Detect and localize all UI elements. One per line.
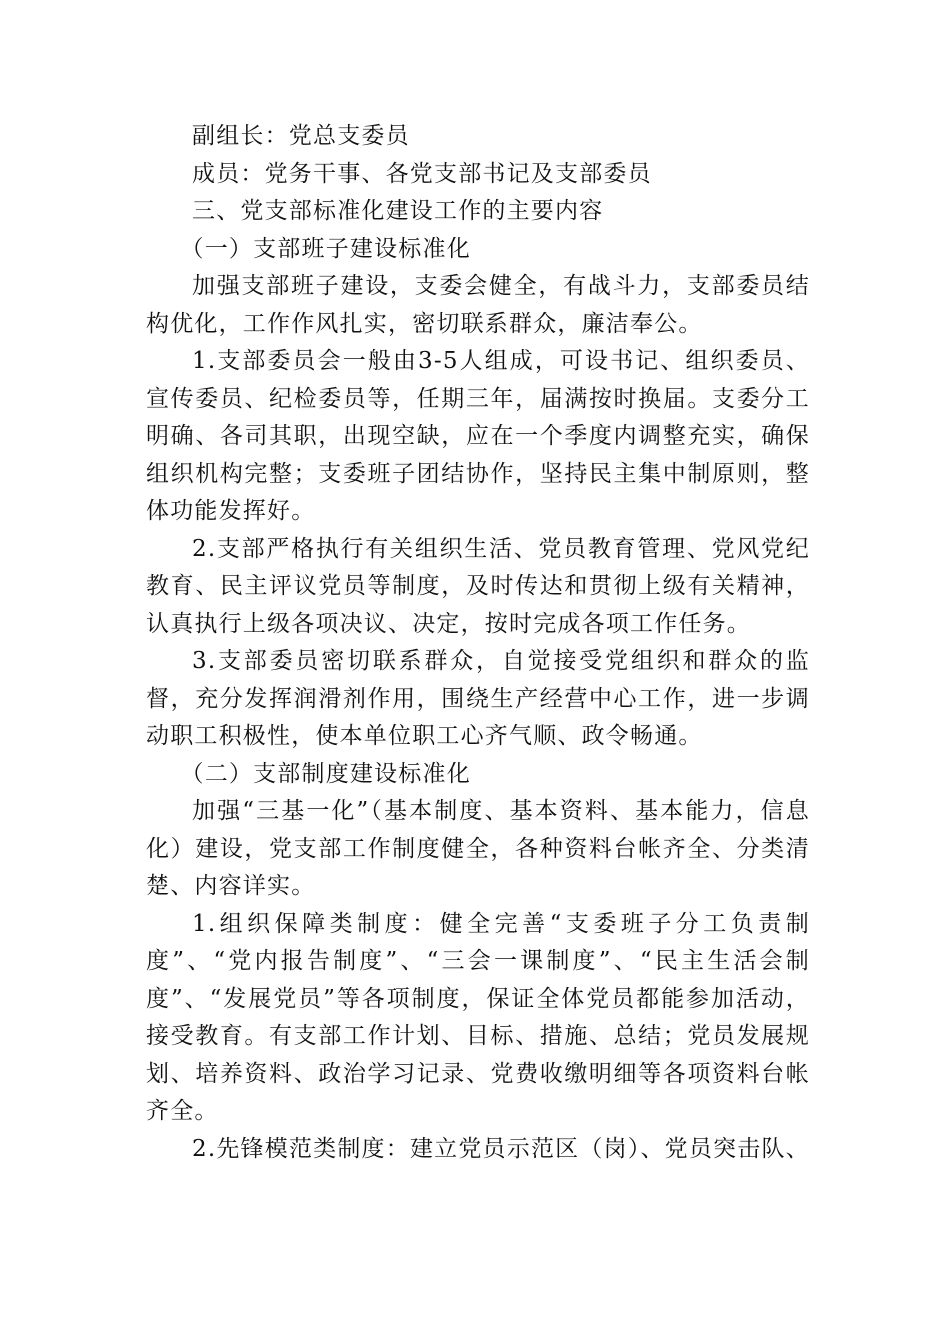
document-page — [146, 118, 810, 1168]
paragraph-item-2-vanguard-model: 2.先锋模范类制度：建立党员示范区（岗）、党员突击队、 — [192, 1135, 810, 1162]
paragraph-deputy-leader: 副组长：党总支委员 — [192, 123, 410, 149]
paragraph-item-1-organization-guarantee: 1.组织保障类制度：健全完善“支委班子分工负责制度”、“党内报告制度”、“三会一课制度”、“民主生活会制度”、“发展党员”等各项制度，保证全体党员都能参加活动，接受教育。有支部工作计划、目标、措施、总结；党员发展规划、培养资料、政治学习记录、党费收缴明细等各项资料台帐齐全。 — [146, 910, 810, 1124]
subsection-heading-system-building: （二）支部制度建设标准化 — [180, 760, 471, 787]
subsection-heading-team-building: （一）支部班子建设标准化 — [180, 235, 471, 262]
paragraph-team-building-intro: 加强支部班子建设，支委会健全，有战斗力，支部委员结构优化，工作作风扎实，密切联系群众，廉洁奉公。 — [146, 273, 810, 337]
section-heading-main-content: 三、党支部标准化建设工作的主要内容 — [192, 198, 604, 224]
paragraph-item-1-committee: 1.支部委员会一般由3-5人组成，可设书记、组织委员、宣传委员、纪检委员等，任期三年，届满按时换届。支委分工明确、各司其职，出现空缺，应在一个季度内调整充实，确保组织机构完整；支委班子团结协作，坚持民主集中制原则，整体功能发挥好。 — [146, 348, 810, 524]
paragraph-members: 成员：党务干事、各党支部书记及支部委员 — [192, 160, 652, 187]
paragraph-system-building-intro: 加强“三基一化”（基本制度、基本资料、基本能力，信息化）建设，党支部工作制度健全，各种资料台帐齐全、分类清楚、内容详实。 — [146, 798, 810, 899]
paragraph-item-3-mass-contact: 3.支部委员密切联系群众，自觉接受党组织和群众的监督，充分发挥润滑剂作用，围绕生产经营中心工作，进一步调动职工积极性，使本单位职工心齐气顺、政令畅通。 — [146, 648, 810, 749]
paragraph-item-2-system-execution: 2.支部严格执行有关组织生活、党员教育管理、党风党纪教育、民主评议党员等制度，及时传达和贯彻上级有关精神，认真执行上级各项决议、决定，按时完成各项工作任务。 — [146, 535, 810, 637]
